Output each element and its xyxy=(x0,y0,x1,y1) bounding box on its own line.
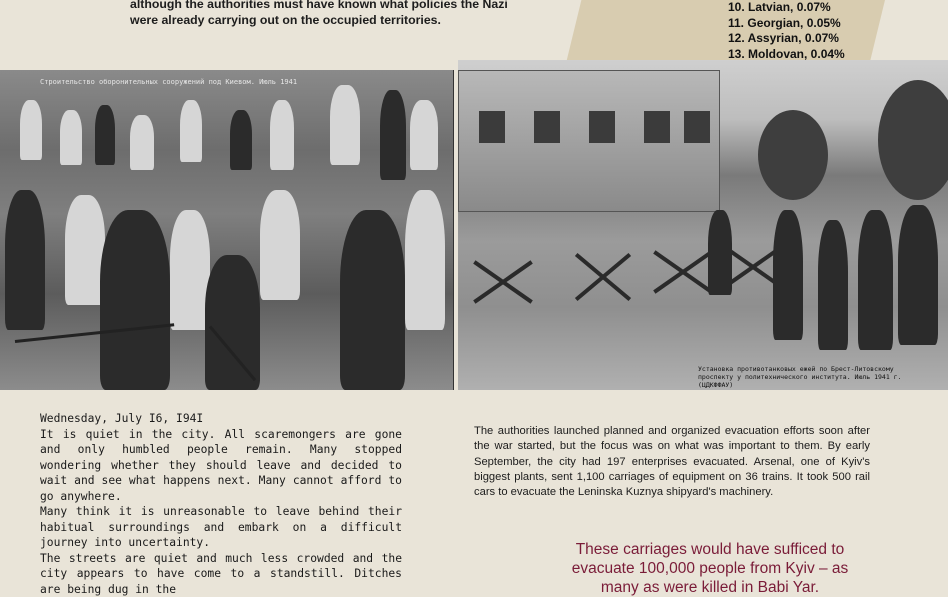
photo-caption: Установка противотанковых ежей по Брест-Литовскому проспекту у политехнического института. Июль 1941 г. (ЦДКФФАУ) xyxy=(698,365,928,389)
intro-paragraph xyxy=(130,0,560,28)
photo-caption: Строительство оборонительных сооружений под Киевом. Июль 1941 xyxy=(40,78,297,86)
trench-digging-photo xyxy=(0,70,454,390)
stats-item: 11. Georgian, 0.05% xyxy=(728,16,888,32)
diary-entry xyxy=(40,411,402,597)
stats-item: 12. Assyrian, 0.07% xyxy=(728,31,888,47)
intro-line: were already carrying out on the occupied territories. xyxy=(130,12,560,28)
quote-text: These carriages would have sufficed to evacuate 100,000 people from Kyiv – as many as were killed in Babi Yar. xyxy=(560,540,860,597)
diary-paragraph: It is quiet in the city. All scaremongers are gone and only humbled people remain. Many stopped wondering whether they should leave and decided to wait and see what happens next. Many cannot afford to go anywhere. xyxy=(40,427,402,505)
building xyxy=(458,70,720,212)
evacuation-article xyxy=(474,424,870,500)
pull-quote xyxy=(560,540,860,597)
anti-tank-hedgehogs-photo xyxy=(458,60,948,390)
diary-date: Wednesday, July I6, I94I xyxy=(40,411,402,427)
stats-item: 10. Latvian, 0.07% xyxy=(728,0,888,16)
diary-paragraph: The streets are quiet and much less crowded and the city appears to have come to a standstill. Ditches are being dug in the xyxy=(40,551,402,597)
diary-paragraph: Many think it is unreasonable to leave behind their habitual surroundings and embark on a difficult journey into uncertainty. xyxy=(40,504,402,551)
intro-line: although the authorities must have known what policies the Nazi xyxy=(130,0,560,12)
stats-item: 13. Moldovan, 0.04% xyxy=(728,47,888,63)
article-text: The authorities launched planned and organized evacuation efforts soon after the war started, but the focus was on what was important to them. By early September, the city had 197 enterprises evacuated. Arsenal, one of Kyiv's biggest plants, sent 1,100 carriages of equipment on 36 trains. It took 500 rail cars to evacuate the Leninska Kuznya shipyard's machinery. xyxy=(474,424,870,500)
